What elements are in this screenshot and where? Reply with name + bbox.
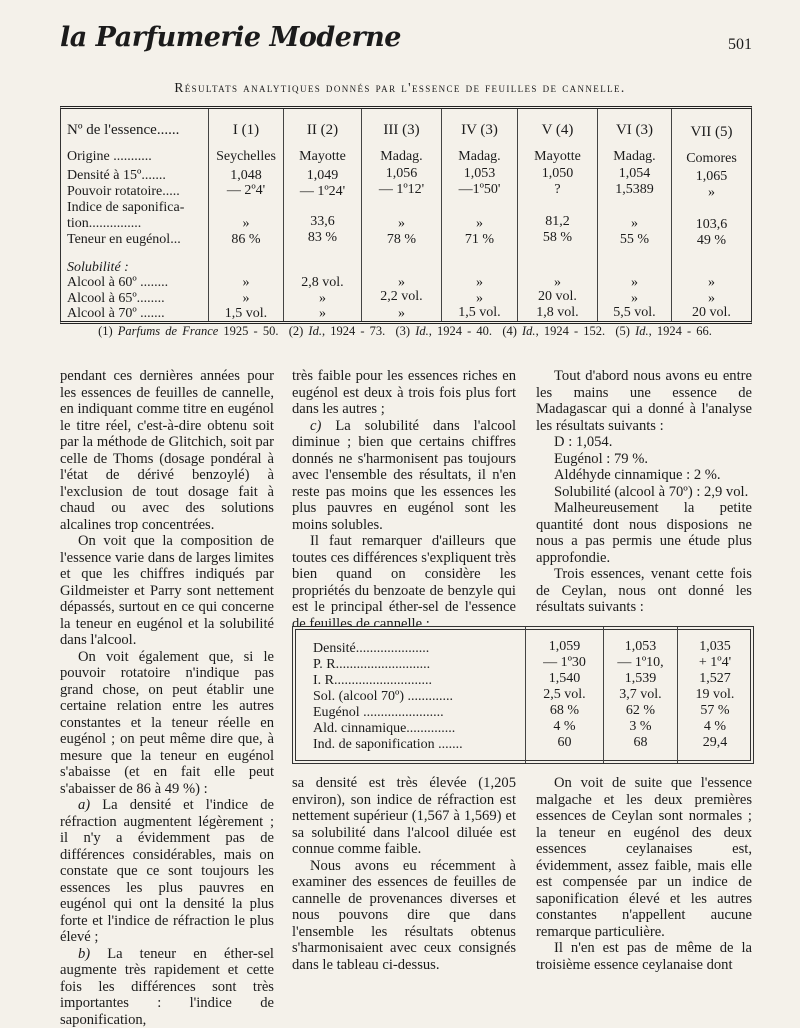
footnote-source: Parfums de France bbox=[118, 324, 219, 338]
table-cell: 1,053 bbox=[442, 166, 517, 181]
table-cell: 58 % bbox=[518, 230, 597, 245]
analysis-line: Eugénol : 79 %. bbox=[536, 451, 752, 468]
table-cell: 20 vol. bbox=[518, 289, 597, 304]
table-cell: » bbox=[672, 185, 751, 200]
row-label: Densité..................... bbox=[313, 641, 429, 656]
table-cell: Madag. bbox=[362, 149, 441, 164]
page-title: Résultats analytiques donnés par l'essence de feuilles de cannelle. bbox=[0, 80, 800, 96]
footnote-number: (3) bbox=[396, 324, 411, 338]
table-cell: 1,049 bbox=[284, 168, 361, 183]
table-cell: Madag. bbox=[598, 149, 671, 164]
footnote-date: 1924 - 73. bbox=[330, 324, 385, 338]
essence-results-table bbox=[60, 106, 752, 324]
table-cell: 78 % bbox=[362, 232, 441, 247]
table-cell: » bbox=[598, 291, 671, 306]
row-label: Alcool à 60º ........ bbox=[67, 275, 168, 290]
table-cell: 1,539 bbox=[604, 671, 677, 686]
paragraph: Il n'en est pas de même de la troisième essence ceylanaise dont bbox=[536, 940, 752, 973]
paragraph: On voit que la composition de l'essence varie dans de larges limites et que les chiffres indiqués par Gildmeister et Parry sont nettement dépassés, surtout en ce qui concerne la teneur en eugénol et la solubilité dans l'alcool. bbox=[60, 533, 274, 649]
table-cell: 71 % bbox=[442, 232, 517, 247]
table-cell: 1,5 vol. bbox=[209, 306, 283, 321]
table-cell: — 1º30 bbox=[526, 655, 603, 670]
table-cell: 83 % bbox=[284, 230, 361, 245]
table-cell: » bbox=[518, 275, 597, 290]
column-header: III (3) bbox=[362, 123, 441, 138]
table-cell: 1,054 bbox=[598, 166, 671, 181]
table-cell: Mayotte bbox=[518, 149, 597, 164]
footnote-number: (2) bbox=[289, 324, 304, 338]
table-cell: » bbox=[598, 216, 671, 231]
table-cell: » bbox=[672, 275, 751, 290]
table-cell: 1,540 bbox=[526, 671, 603, 686]
footnote-date: 1924 - 152. bbox=[544, 324, 605, 338]
table-cell: 4 % bbox=[678, 719, 752, 734]
column-header: VII (5) bbox=[672, 125, 751, 140]
table-cell: » bbox=[284, 291, 361, 306]
paragraph: On voit de suite que l'essence malgache et les deux premières essences de Ceylan sont normales ; la teneur en eugénol des deux essences ceylanaises est, évidemment, assez faible, mais elle est compensée par un indice de saponification élevé et les autres constantes n'appellent aucune remarque particulière. bbox=[536, 775, 752, 940]
table-cell: » bbox=[284, 306, 361, 321]
table-cell: 81,2 bbox=[518, 214, 597, 229]
table-cell: 1,050 bbox=[518, 166, 597, 181]
magazine-brand: la Parfumerie Moderne bbox=[60, 22, 401, 53]
column-header: VI (3) bbox=[598, 123, 671, 138]
text-column-1 bbox=[60, 368, 274, 1028]
page-number: 501 bbox=[728, 36, 752, 54]
row-label: Alcool à 70º ....... bbox=[67, 306, 165, 321]
table-cell: Seychelles bbox=[209, 149, 283, 164]
paragraph: pendant ces dernières années pour les essences de feuilles de cannelle, en indiquant comme titre en eugénol le titre réel, c'est-à-dire obtenu soit par la méthode de Glitchich, soit par celle de Thoms (dosage pondéral à l'état de dérivé benzoylé) à l'exclusion de tout dosage fait à chaud ou avec des solutions alcalines trop concentrées. bbox=[60, 368, 274, 533]
table-cell: 29,4 bbox=[678, 735, 752, 750]
paragraph: sa densité est très élevée (1,205 environ), son indice de réfraction est nettement supérieur (1,567 à 1,569) et sa solubilité dans l'alcool diluée est connue comme faible. bbox=[292, 775, 516, 858]
row-label: Densité à 15º....... bbox=[67, 168, 166, 183]
table-cell: — 1º10, bbox=[604, 655, 677, 670]
footnote-number: (4) bbox=[502, 324, 517, 338]
table-cell: 5,5 vol. bbox=[598, 305, 671, 320]
table-cell: 2,8 vol. bbox=[284, 275, 361, 290]
analysis-line: Solubilité (alcool à 70º) : 2,9 vol. bbox=[536, 484, 752, 501]
table-cell: 1,056 bbox=[362, 166, 441, 181]
table-cell: » bbox=[672, 291, 751, 306]
text-column-3 bbox=[536, 368, 752, 616]
list-marker: b) bbox=[78, 946, 90, 962]
footnote-source: Id. bbox=[635, 324, 649, 338]
table-cell: — 2º4' bbox=[209, 183, 283, 198]
table-cell: 2,2 vol. bbox=[362, 289, 441, 304]
footnote-number: (5) bbox=[615, 324, 630, 338]
list-marker: c) bbox=[310, 418, 321, 434]
table-cell: 4 % bbox=[526, 719, 603, 734]
table-cell: 2,5 vol. bbox=[526, 687, 603, 702]
text-column-3-continued bbox=[536, 775, 752, 973]
column-header: IV (3) bbox=[442, 123, 517, 138]
table-cell: 1,065 bbox=[672, 169, 751, 184]
paragraph: très faible pour les essences riches en eugénol est deux à trois fois plus fort dans les autres ; bbox=[292, 368, 516, 418]
table-cell: » bbox=[209, 291, 283, 306]
table-cell: 1,053 bbox=[604, 639, 677, 654]
table-cell: Comores bbox=[672, 151, 751, 166]
table-cell: —1º50' bbox=[442, 182, 517, 197]
list-marker: a) bbox=[78, 797, 90, 813]
table-cell: 60 bbox=[526, 735, 603, 750]
paragraph-text: La solubilité dans l'alcool diminue ; bien que certains chiffres donnés ne s'harmonisent pas toujours avec l'ensemble des résultats, il n'en reste pas moins que les essences les plus pauvres en eugénol sont les moins solubles. bbox=[292, 418, 516, 533]
table-cell: 3 % bbox=[604, 719, 677, 734]
paragraph: Nous avons eu récemment à examiner des essences de feuilles de cannelle de provenances diverses et nous pouvons dire que dans l'ensemble les résultats obtenus s'harmonisaient avec ceux consignés dans le tableau ci-dessus. bbox=[292, 858, 516, 974]
text-column-2 bbox=[292, 368, 516, 632]
table-cell: » bbox=[209, 216, 283, 231]
footnote-date: 1924 - 66. bbox=[657, 324, 712, 338]
footnote-source: Id. bbox=[415, 324, 429, 338]
table-footnotes: (1) Parfums de France 1925 - 50. (2) Id., 1924 - 73. (3) Id., 1924 - 40. (4) Id., 1924 - 152. (5) Id., 1924 - 66. bbox=[60, 324, 750, 339]
table-cell: + 1º4' bbox=[678, 655, 752, 670]
table-cell: 19 vol. bbox=[678, 687, 752, 702]
table-cell: 49 % bbox=[672, 233, 751, 248]
table-cell: 1,048 bbox=[209, 168, 283, 183]
text-column-2-continued bbox=[292, 775, 516, 973]
paragraph: On voit également que, si le pouvoir rotatoire n'indique pas grand chose, on peut établir une certaine relation entre les autres constantes et la teneur réelle en eugénol ; on peut même dire que, à mesure que la teneur en eugénol s'abaisse (et en fait elle peut s'abaisser de 86 à 49 %) : bbox=[60, 649, 274, 798]
table-cell: 1,059 bbox=[526, 639, 603, 654]
paragraph bbox=[60, 946, 274, 1028]
table-cell: — 1º12' bbox=[362, 182, 441, 197]
table-cell: 68 % bbox=[526, 703, 603, 718]
paragraph: Tout d'abord nous avons eu entre les mains une essence de Madagascar qui a donné à l'analyse les résultats suivants : bbox=[536, 368, 752, 434]
footnote-date: 1924 - 40. bbox=[437, 324, 492, 338]
paragraph-text: La teneur en éther-sel augmente très rapidement et cette fois les différences sont très importantes : l'indice de saponification, bbox=[60, 946, 274, 1028]
row-label: Nº de l'essence...... bbox=[67, 123, 179, 138]
section-label: Solubilité : bbox=[67, 260, 129, 275]
table-cell: 1,035 bbox=[678, 639, 752, 654]
table-cell: 57 % bbox=[678, 703, 752, 718]
paragraph-text: La densité et l'indice de réfraction augmentent légèrement ; il n'y a évidemment pas de différences considérables, mais on constate que ce sont toujours les essences les plus pauvres en eugénol qui ont la densité la plus forte et l'indice de réfraction le plus élevé ; bbox=[60, 797, 274, 945]
footnote-date: 1925 - 50. bbox=[223, 324, 278, 338]
table-cell: 3,7 vol. bbox=[604, 687, 677, 702]
paragraph: Trois essences, venant cette fois de Ceylan, nous ont donné les résultats suivants : bbox=[536, 566, 752, 616]
paragraph bbox=[60, 797, 274, 946]
table-cell: 1,8 vol. bbox=[518, 305, 597, 320]
table-cell: ? bbox=[518, 182, 597, 197]
paragraph: Il faut remarquer d'ailleurs que toutes ces différences s'expliquent très bien quand on considère les propriétés du benzoate de benzyle qui est le principal éther-sel de l'essence de feuilles de cannelle : bbox=[292, 533, 516, 632]
table-cell: 33,6 bbox=[284, 214, 361, 229]
table-cell: 20 vol. bbox=[672, 305, 751, 320]
table-cell: » bbox=[442, 291, 517, 306]
row-label: Origine ........... bbox=[67, 149, 152, 164]
row-label: Sol. (alcool 70º) ............. bbox=[313, 689, 453, 704]
row-label: Eugénol ....................... bbox=[313, 705, 444, 720]
footnote-source: Id. bbox=[522, 324, 536, 338]
analysis-line: D : 1,054. bbox=[536, 434, 752, 451]
table-cell: 86 % bbox=[209, 232, 283, 247]
column-header: I (1) bbox=[209, 123, 283, 138]
footnote-number: (1) bbox=[98, 324, 113, 338]
row-label: I. R............................ bbox=[313, 673, 432, 688]
table-cell: » bbox=[442, 275, 517, 290]
column-header: II (2) bbox=[284, 123, 361, 138]
row-label: Ald. cinnamique.............. bbox=[313, 721, 455, 736]
table-cell: » bbox=[209, 275, 283, 290]
table-cell: 1,5389 bbox=[598, 182, 671, 197]
table-cell: » bbox=[598, 275, 671, 290]
row-label: P. R........................... bbox=[313, 657, 430, 672]
row-label: tion............... bbox=[67, 216, 141, 231]
row-label: Indice de saponifica- bbox=[67, 200, 184, 215]
ceylan-results-table bbox=[292, 626, 754, 764]
paragraph bbox=[292, 418, 516, 534]
row-label: Pouvoir rotatoire..... bbox=[67, 184, 180, 199]
footnote-source: Id. bbox=[308, 324, 322, 338]
table-cell: 55 % bbox=[598, 232, 671, 247]
table-cell: » bbox=[362, 216, 441, 231]
table-cell: 103,6 bbox=[672, 217, 751, 232]
table-cell: » bbox=[442, 216, 517, 231]
table-cell: Madag. bbox=[442, 149, 517, 164]
table-cell: 62 % bbox=[604, 703, 677, 718]
row-label: Alcool à 65º........ bbox=[67, 291, 165, 306]
table-cell: » bbox=[362, 275, 441, 290]
table-cell: » bbox=[362, 306, 441, 321]
table-cell: — 1º24' bbox=[284, 184, 361, 199]
table-cell: 1,527 bbox=[678, 671, 752, 686]
row-label: Ind. de saponification ....... bbox=[313, 737, 463, 752]
analysis-line: Aldéhyde cinnamique : 2 %. bbox=[536, 467, 752, 484]
column-header: V (4) bbox=[518, 123, 597, 138]
row-label: Teneur en eugénol... bbox=[67, 232, 181, 247]
table-cell: 68 bbox=[604, 735, 677, 750]
table-cell: Mayotte bbox=[284, 149, 361, 164]
paragraph: Malheureusement la petite quantité dont nous disposions ne nous a pas permis une étude plus approfondie. bbox=[536, 500, 752, 566]
table-cell: 1,5 vol. bbox=[442, 305, 517, 320]
